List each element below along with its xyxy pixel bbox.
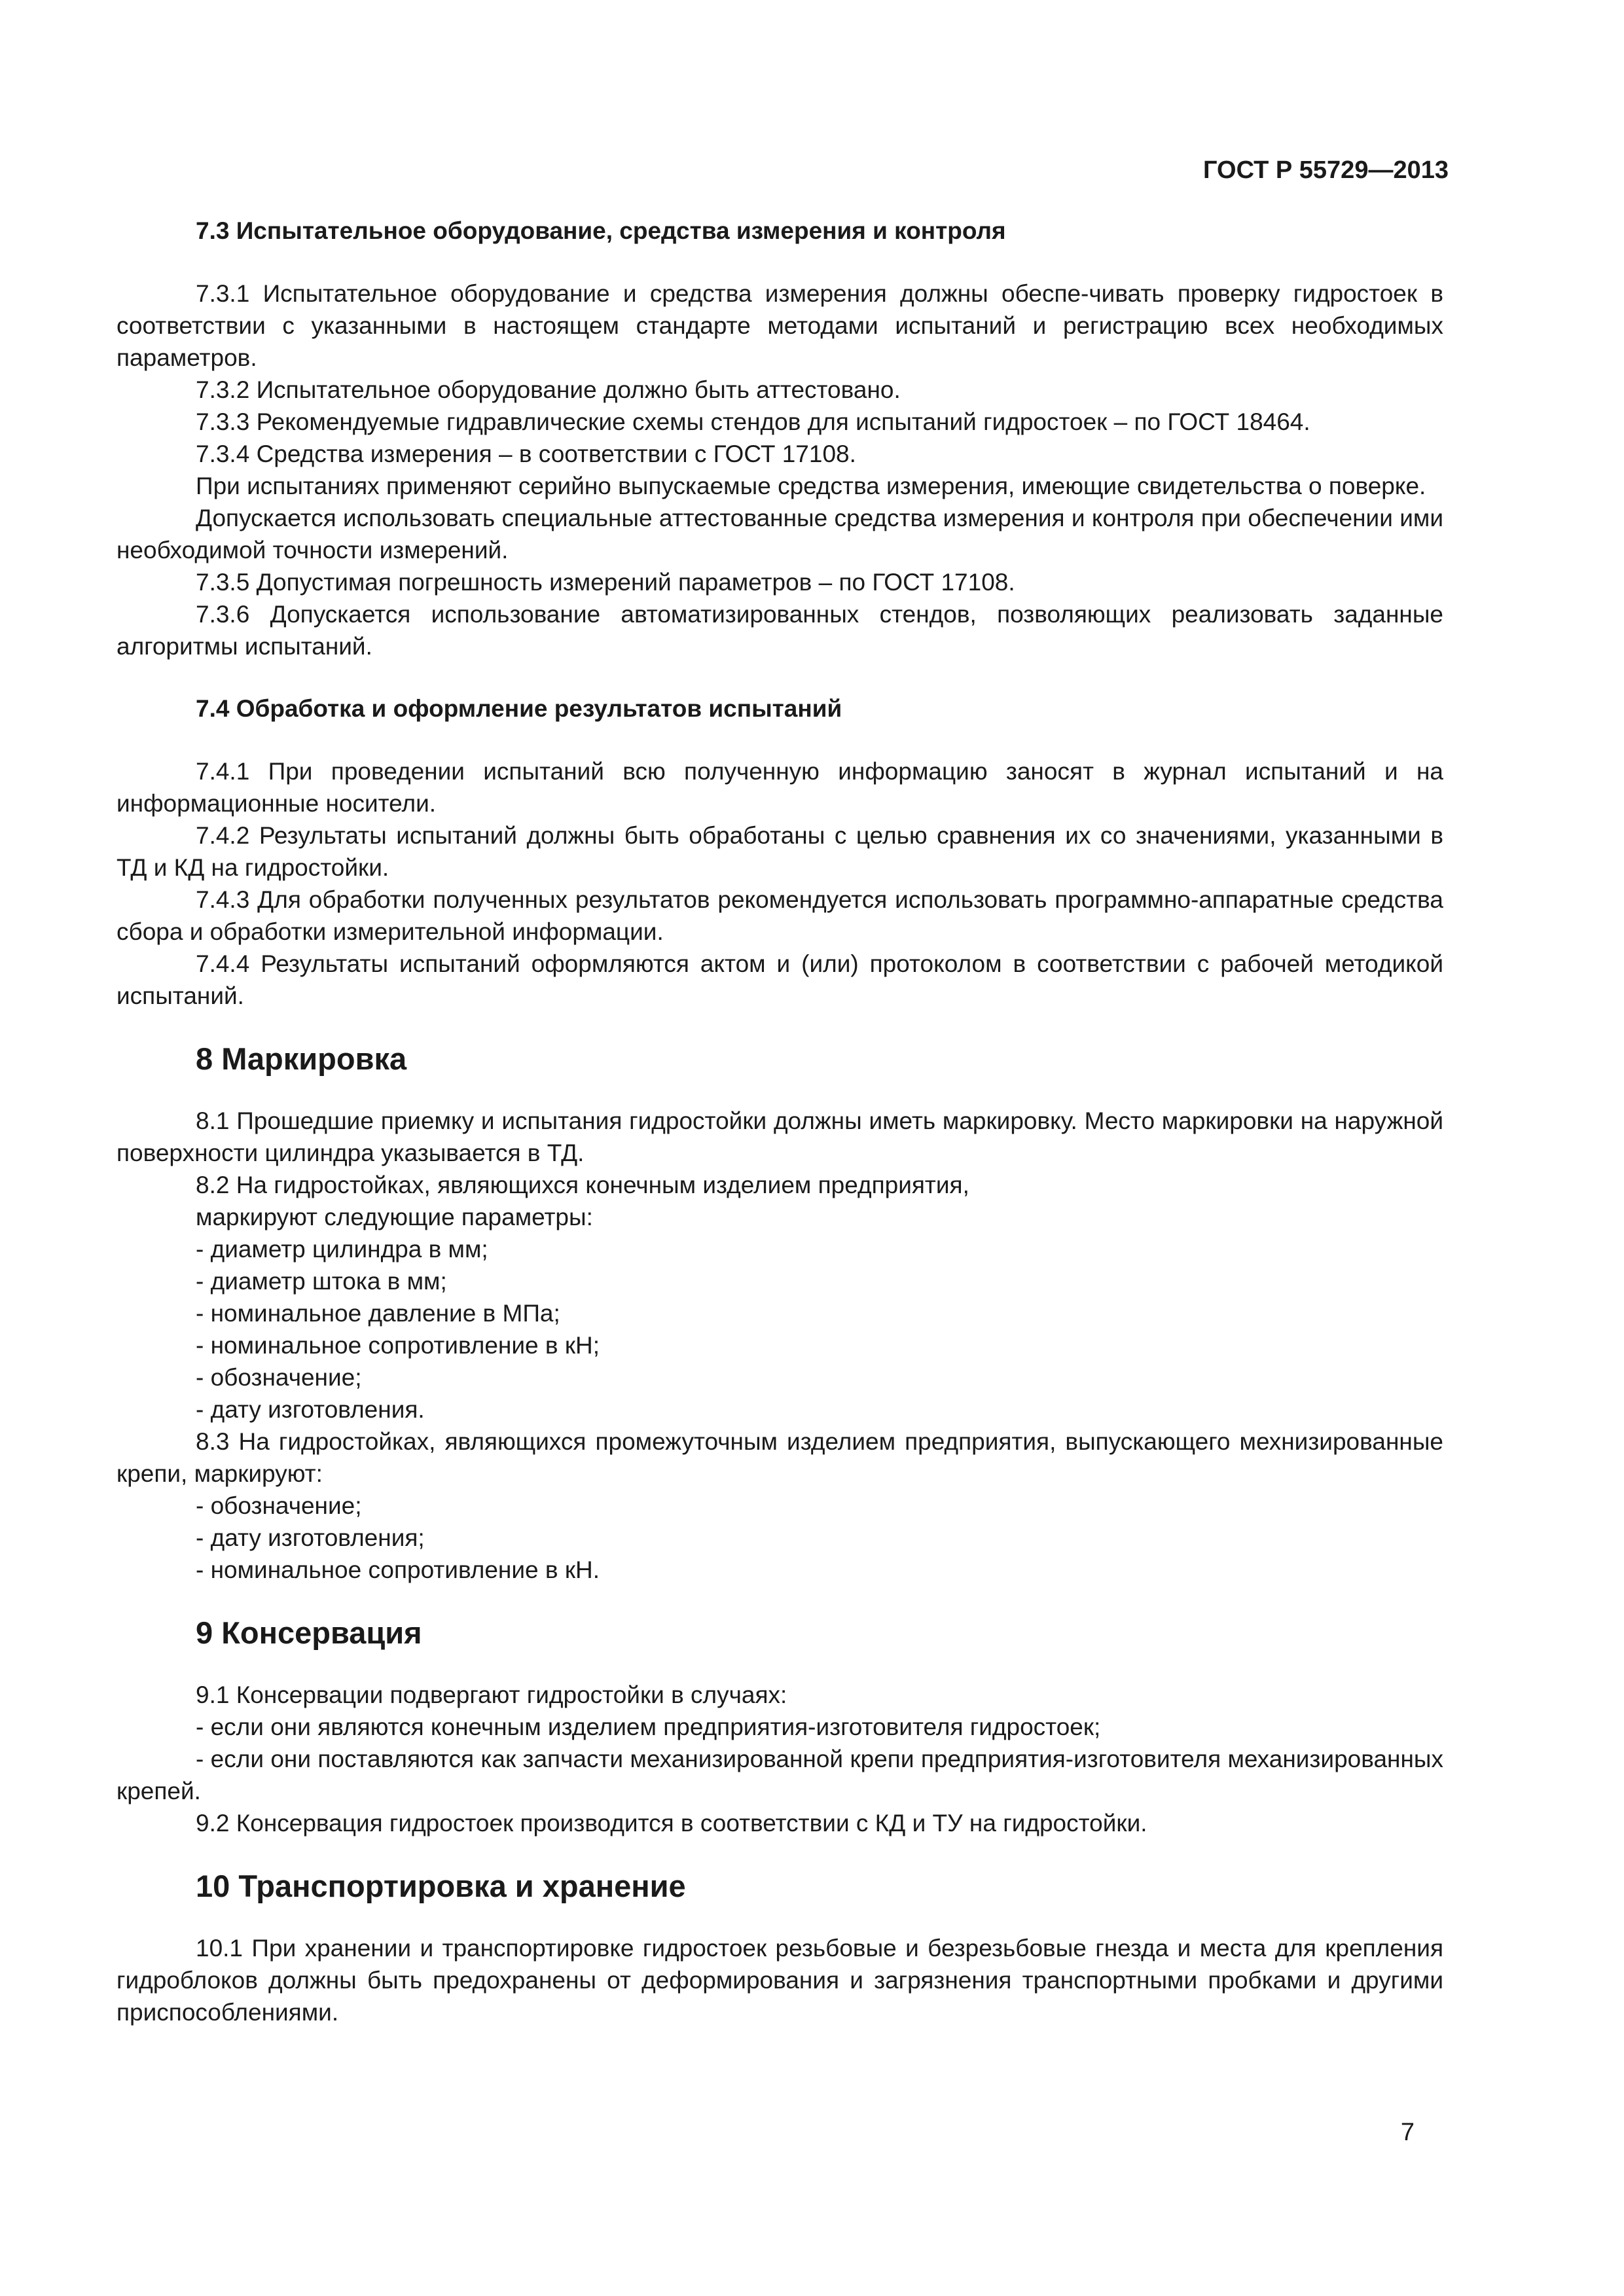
paragraph-8-3: 8.3 На гидростойках, являющихся промежуточным изделием предприятия, выпускающего мехнизированные крепи, маркируют: (117, 1428, 1443, 1487)
paragraph-7-3-2: 7.3.2 Испытательное оборудование должно быть аттестовано. (196, 376, 901, 403)
list-item: - дату изготовления; (196, 1524, 425, 1551)
paragraph-8-2: 8.2 На гидростойках, являющихся конечным изделием предприятия, (196, 1172, 969, 1198)
section-title-8: 8 Маркировка (196, 1041, 407, 1076)
list-item: - дату изготовления. (196, 1396, 425, 1423)
paragraph-7-3-4: 7.3.4 Средства измерения – в соответствии с ГОСТ 17108. (196, 440, 856, 467)
paragraph-7-3-1: 7.3.1 Испытательное оборудование и средства измерения должны обеспе-чивать проверку гидростоек в соответствии с указанными в настоящем стандарте методами испытаний и регистрацию всех необходимых параметров. (117, 280, 1443, 371)
paragraph-9-1-item-2: - если они поставляются как запчасти механизированной крепи предприятия-изготовителя механизированных крепей. (117, 1746, 1443, 1804)
section-title-9: 9 Консервация (196, 1615, 422, 1650)
list-item: - обозначение; (196, 1492, 362, 1519)
paragraph-7-3-5: 7.3.5 Допустимая погрешность измерений параметров – по ГОСТ 17108. (196, 569, 1015, 596)
paragraph-7-3-6: 7.3.6 Допускается использование автоматизированных стендов, позволяющих реализовать заданные алгоритмы испытаний. (117, 601, 1443, 660)
subsection-title-7-4: 7.4 Обработка и оформление результатов испытаний (196, 695, 842, 722)
paragraph-7-3-4-note-1: При испытаниях применяют серийно выпускаемые средства измерения, имеющие свидетельства о поверке. (196, 473, 1426, 499)
document-header: ГОСТ Р 55729—2013 (1203, 156, 1449, 184)
document-body (117, 215, 1443, 2028)
paragraph-10-1: 10.1 При хранении и транспортировке гидростоек резьбовые и безрезьбовые гнезда и места для крепления гидроблоков должны быть предохранены от деформирования и загрязнения транспортными пробками и другими приспособлениями. (117, 1935, 1443, 2026)
list-item: - номинальное сопротивление в кН. (196, 1556, 600, 1583)
paragraph-8-1: 8.1 Прошедшие приемку и испытания гидростойки должны иметь маркировку. Место маркировки на наружной поверхности цилиндра указывается в ТД. (117, 1107, 1443, 1166)
paragraph-7-4-1: 7.4.1 При проведении испытаний всю полученную информацию заносят в журнал испытаний и на информационные носители. (117, 758, 1443, 817)
paragraph-7-4-4: 7.4.4 Результаты испытаний оформляются актом и (или) протоколом в соответствии с рабочей методикой испытаний. (117, 950, 1443, 1009)
list-item: - диаметр штока в мм; (196, 1268, 447, 1295)
subsection-title-7-3: 7.3 Испытательное оборудование, средства измерения и контроля (196, 217, 1006, 244)
paragraph-8-2-cont: маркируют следующие параметры: (196, 1204, 593, 1230)
page-number: 7 (1400, 2119, 1415, 2146)
list-item: - номинальное сопротивление в кН; (196, 1332, 600, 1359)
list-item: - номинальное давление в МПа; (196, 1300, 560, 1327)
paragraph-7-4-2: 7.4.2 Результаты испытаний должны быть обработаны с целью сравнения их со значениями, указанными в ТД и КД на гидростойки. (117, 822, 1443, 881)
paragraph-9-2: 9.2 Консервация гидростоек производится в соответствии с КД и ТУ на гидростойки. (196, 1810, 1147, 1837)
paragraph-7-3-3: 7.3.3 Рекомендуемые гидравлические схемы стендов для испытаний гидростоек – по ГОСТ 18464. (196, 408, 1310, 435)
paragraph-9-1: 9.1 Консервации подвергают гидростойки в случаях: (196, 1681, 787, 1708)
list-item: - диаметр цилиндра в мм; (196, 1236, 488, 1263)
paragraph-9-1-item-1: - если они являются конечным изделием предприятия-изготовителя гидростоек; (196, 1713, 1101, 1740)
paragraph-7-4-3: 7.4.3 Для обработки полученных результатов рекомендуется использовать программно-аппаратные средства сбора и обработки измерительной информации. (117, 886, 1443, 945)
list-item: - обозначение; (196, 1364, 362, 1391)
section-title-10: 10 Транспортировка и хранение (196, 1869, 686, 1903)
paragraph-7-3-4-note-2: Допускается использовать специальные аттестованные средства измерения и контроля при обеспечении ими необходимой точности измерений. (117, 505, 1443, 564)
